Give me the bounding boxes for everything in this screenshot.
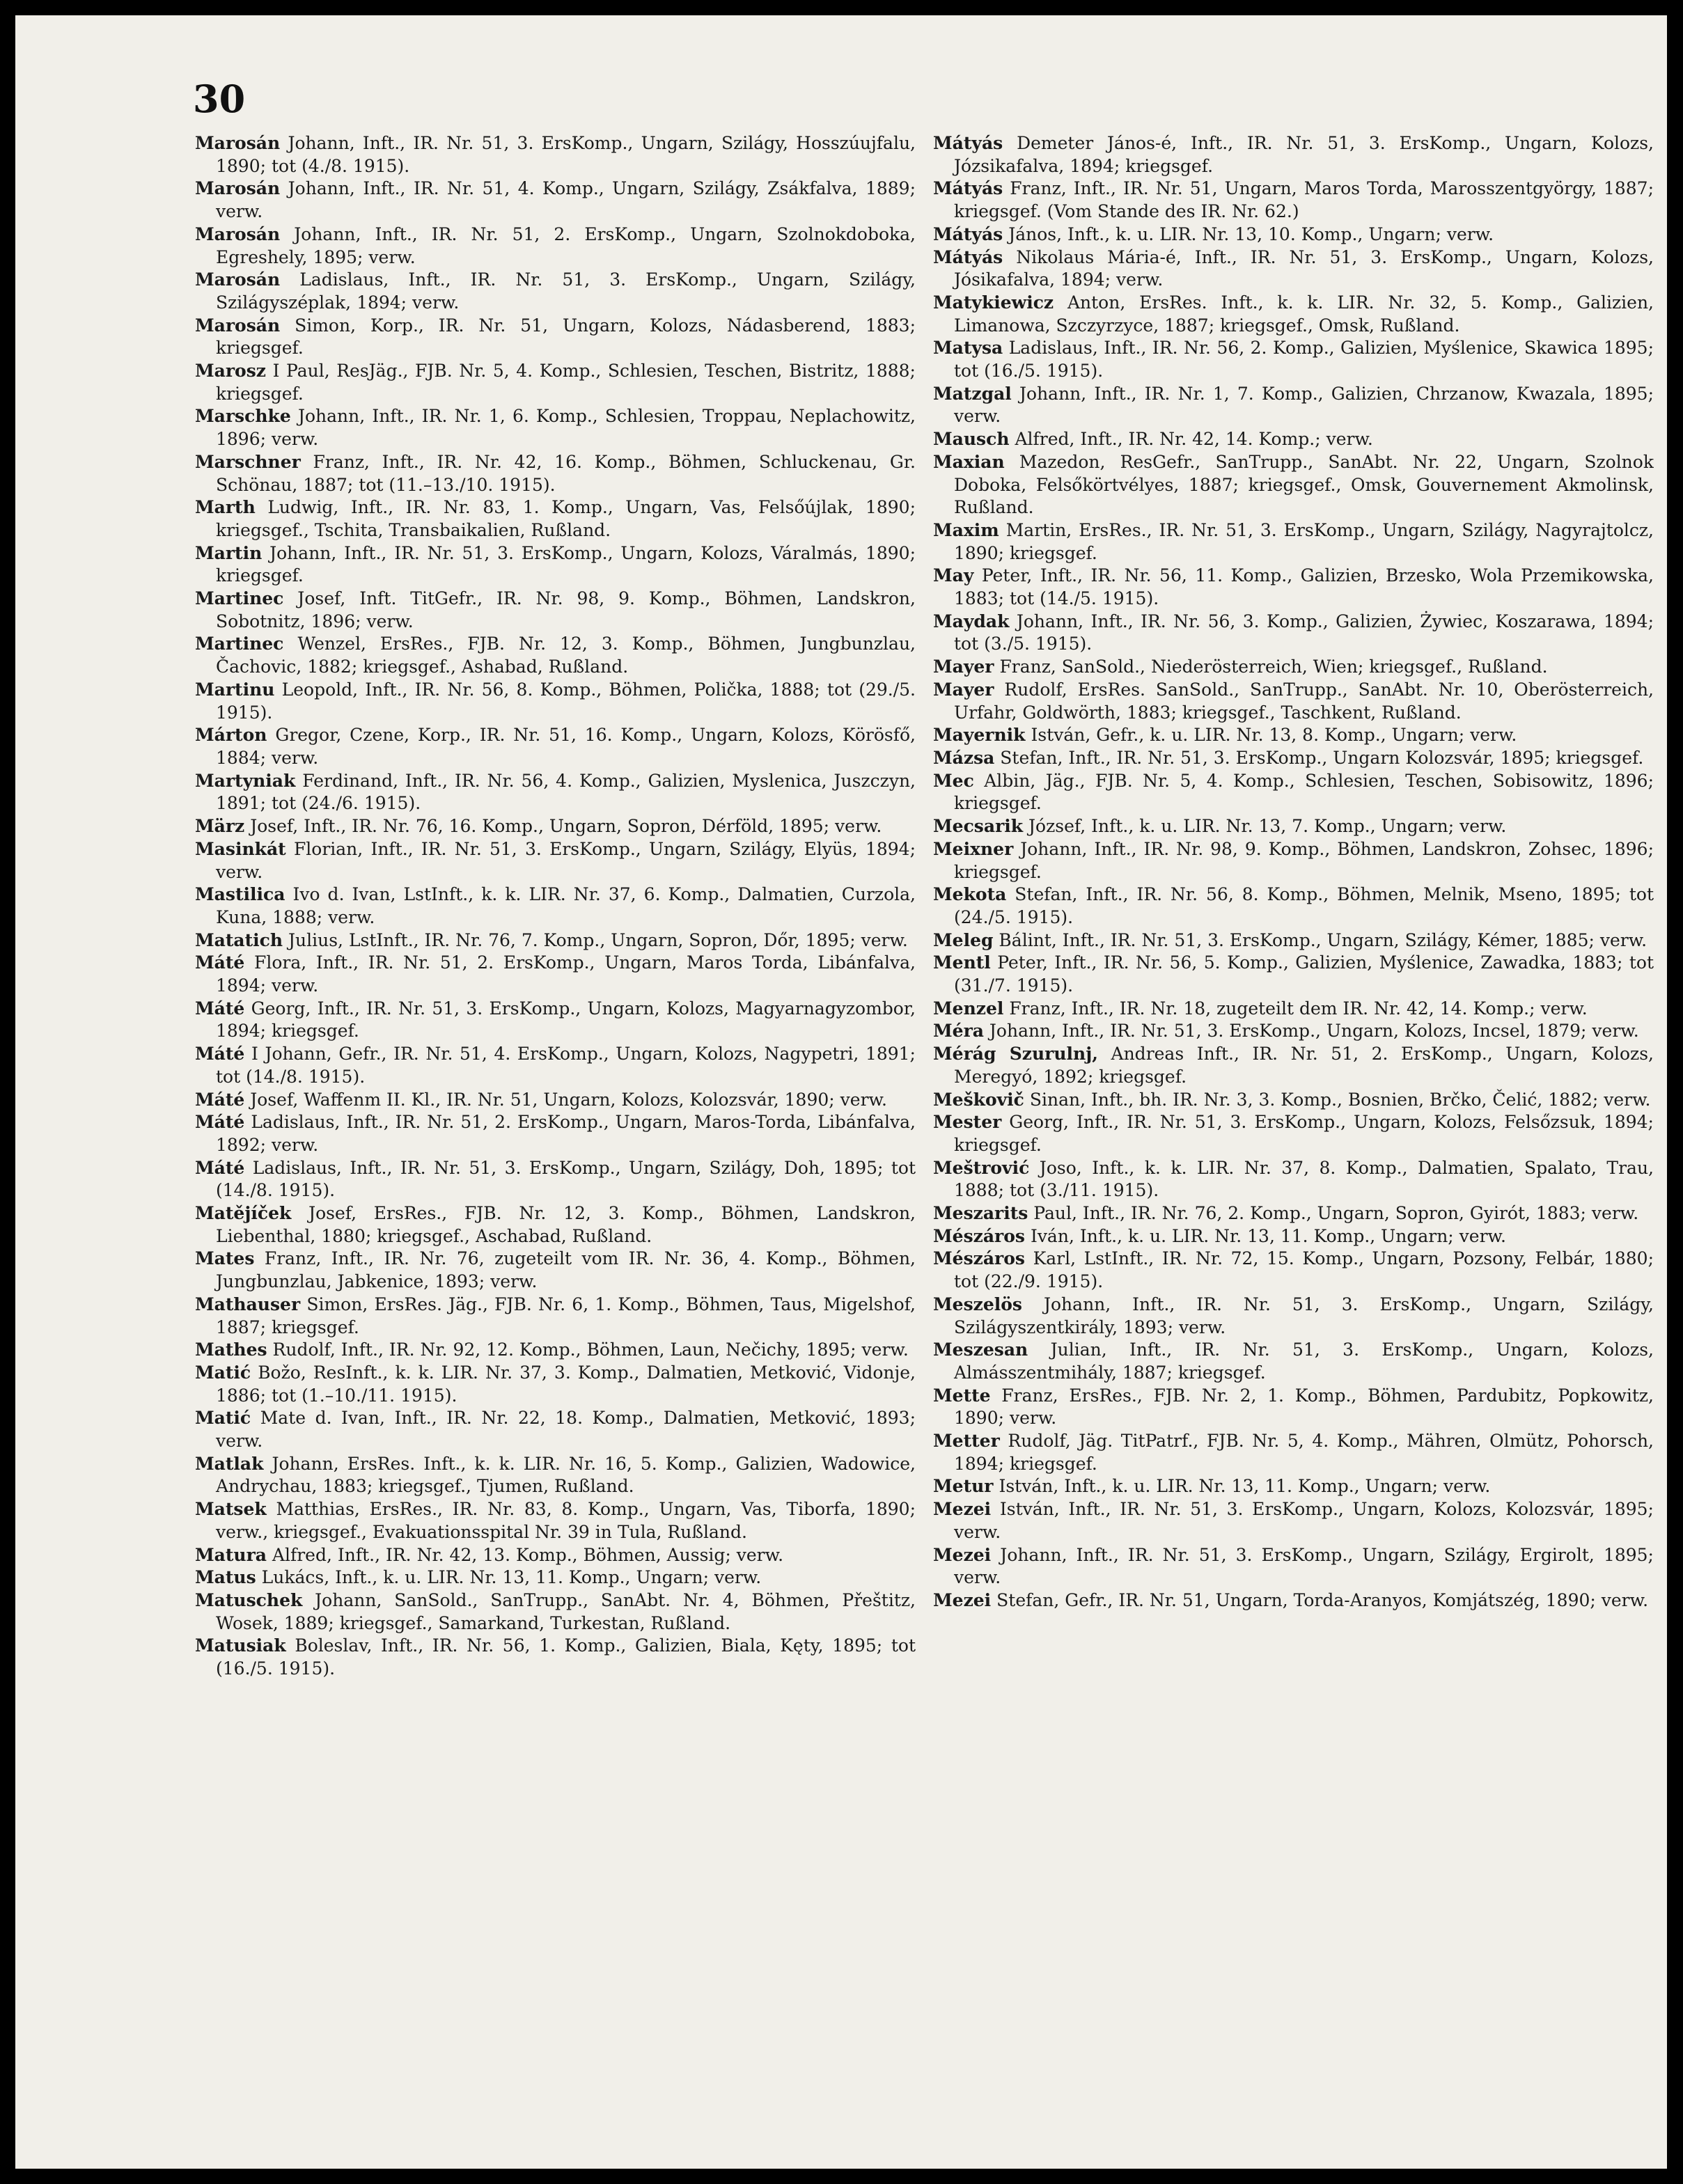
entry-surname: Maxian [933,451,1005,472]
entry-surname: Matura [195,1544,267,1565]
entry-details: I Johann, Gefr., IR. Nr. 51, 4. ErsKomp., Ungarn, Kolozs, Nagypetri, 1891; tot (14./8. 1915). [216,1044,916,1087]
entry-surname: Mátyás [933,246,1003,267]
entry-surname: Mayer [933,657,994,677]
entry-details: Johann, Inft., IR. Nr. 51, 3. ErsKomp., Ungarn, Szilágy, Ergirolt, 1895; verw. [954,1544,1654,1588]
entry-details: Mate d. Ivan, Inft., IR. Nr. 22, 18. Komp., Dalmatien, Metković, 1893; verw. [216,1408,916,1452]
entry-details: Andreas Inft., IR. Nr. 51, 2. ErsKomp., Ungarn, Kolozs, Meregyó, 1892; kriegsgef. [954,1044,1654,1087]
entry-surname: Metter [933,1431,1000,1452]
register-entry [195,315,916,360]
register-entry [933,883,1654,929]
entry-surname: Matus [195,1567,256,1588]
entry-surname: Matzgal [933,383,1012,404]
register-entry [933,223,1654,246]
register-entry [195,1407,916,1452]
entry-details: Bálint, Inft., IR. Nr. 51, 3. ErsKomp., Ungarn, Szilágy, Kémer, 1885; verw. [999,929,1647,950]
entry-surname: Martinec [195,588,284,609]
entry-details: Johann, SanSold., SanTrupp., SanAbt. Nr. 4, Böhmen, Přeštitz, Wosek, 1889; kriegsgef., Samarkand, Turkestan, Rußland. [216,1590,916,1633]
entry-surname: Mátyás [933,178,1003,199]
register-entry [933,383,1654,428]
register-entry [195,132,916,178]
register-entry [933,428,1654,451]
entry-details: Nikolaus Mária-é, Inft., IR. Nr. 51, 3. ErsKomp., Ungarn, Kolozs, Jósikafalva, 1894; verw. [954,246,1654,290]
entry-surname: Máté [195,1044,245,1064]
entry-details: Wenzel, ErsRes., FJB. Nr. 12, 3. Komp., Böhmen, Jungbunzlau, Čachovic, 1882; kriegsgef., Ashabad, Rußland. [216,634,916,677]
entry-surname: Meleg [933,929,994,950]
entry-details: Alfred, Inft., IR. Nr. 42, 14. Komp.; verw. [1015,429,1373,450]
register-entry [933,656,1654,679]
entry-surname: Mathes [195,1340,267,1360]
entry-details: Ladislaus, Inft., IR. Nr. 51, 3. ErsKomp., Ungarn, Szilágy, Doh, 1895; tot (14./8. 1915). [216,1157,916,1201]
entry-details: Ladislaus, Inft., IR. Nr. 51, 2. ErsKomp., Ungarn, Maros-Torda, Libánfalva, 1892; verw. [216,1112,916,1155]
register-entry [933,952,1654,997]
register-entry [933,1475,1654,1498]
register-entry [933,1339,1654,1384]
entry-details: Joso, Inft., k. k. LIR. Nr. 37, 8. Komp., Dalmatien, Spalato, Trau, 1888; tot (3./11. 1915). [954,1157,1654,1201]
entry-surname: Mentl [933,952,991,973]
entry-details: Stefan, Inft., IR. Nr. 56, 8. Komp., Böhmen, Melnik, Mseno, 1895; tot (24./5. 1915). [954,884,1654,927]
entry-surname: Mátyás [933,133,1003,153]
entry-surname: Matějíček [195,1203,292,1224]
register-entry [933,998,1654,1021]
register-entry [195,1157,916,1202]
entry-surname: Matić [195,1362,251,1383]
register-entry [195,1589,916,1635]
entry-surname: Mathauser [195,1294,301,1314]
register-entry [195,679,916,724]
register-entry [195,1566,916,1589]
entry-details: Julius, LstInft., IR. Nr. 76, 7. Komp., Ungarn, Sopron, Dőr, 1895; verw. [288,929,908,950]
register-entry [933,1498,1654,1543]
entry-surname: Mates [195,1248,255,1269]
entry-details: Albin, Jäg., FJB. Nr. 5, 4. Komp., Schlesien, Teschen, Sobisowitz, 1896; kriegsgef. [954,770,1654,814]
entry-surname: Méra [933,1021,984,1042]
entry-details: Anton, ErsRes. Inft., k. k. LIR. Nr. 32, 5. Komp., Galizien, Limanowa, Szczyrzyce, 1887; kriegsgef., Omsk, Rußland. [954,292,1654,336]
entry-surname: Marosán [195,178,281,199]
entry-details: Georg, Inft., IR. Nr. 51, 3. ErsKomp., Ungarn, Kolozs, Magyarnagyzombor, 1894; kriegsgef. [216,998,916,1042]
register-entry [933,1385,1654,1430]
register-entry [933,132,1654,178]
register-entry [195,1339,916,1362]
entry-surname: Mészáros [933,1248,1025,1269]
entry-surname: Matsek [195,1499,267,1520]
entry-surname: Mezei [933,1590,992,1610]
entry-surname: Mecsarik [933,816,1024,837]
entry-surname: Matysa [933,338,1003,359]
register-entry [195,1635,916,1680]
entry-surname: Máté [195,998,245,1019]
register-entry [195,998,916,1043]
register-entry [933,679,1654,724]
entry-details: Johann, Inft., IR. Nr. 51, 3. ErsKomp., Ungarn, Kolozs, Incsel, 1879; verw. [989,1021,1639,1042]
entry-surname: Mayer [933,679,994,700]
entry-details: Mazedon, ResGefr., SanTrupp., SanAbt. Nr. 22, Ungarn, Szolnok Doboka, Felsőkörtvélyes, 1887; kriegsgef., Omsk, Gouvernement Akmolinsk, Rußland. [954,451,1654,518]
entry-surname: Mausch [933,429,1010,450]
register-entry [933,1544,1654,1589]
entry-details: Franz, SanSold., Niederösterreich, Wien; kriegsgef., Rußland. [999,657,1548,677]
entry-details: István, Inft., IR. Nr. 51, 3. ErsKomp., Ungarn, Kolozs, Kolozsvár, 1895; verw. [954,1499,1654,1542]
entry-surname: Meškovič [933,1089,1024,1110]
entry-details: Ladislaus, Inft., IR. Nr. 51, 3. ErsKomp., Ungarn, Szilágy, Szilágyszéplak, 1894; verw. [216,269,916,313]
entry-surname: May [933,565,974,586]
entry-details: Franz, Inft., IR. Nr. 18, zugeteilt dem IR. Nr. 42, 14. Komp.; verw. [1009,998,1588,1019]
register-entry [933,929,1654,952]
entry-details: Johann, Inft., IR. Nr. 1, 6. Komp., Schlesien, Troppau, Neplachowitz, 1896; verw. [216,406,916,450]
entry-surname: Mekota [933,884,1007,905]
register-entry [933,451,1654,519]
entry-surname: Marosz [195,361,266,382]
entry-surname: Martinec [195,634,284,654]
entry-surname: Matuschek [195,1590,303,1610]
entry-surname: Meszesan [933,1340,1028,1360]
register-entry [195,542,916,588]
register-entry [933,1430,1654,1475]
entry-surname: Marschke [195,406,291,427]
register-entry [195,360,916,405]
register-entry [195,883,916,929]
entry-surname: Máté [195,952,245,973]
entry-details: Johann, Inft., IR. Nr. 1, 7. Komp., Galizien, Chrzanow, Kwazala, 1895; verw. [954,383,1654,427]
entry-details: István, Gefr., k. u. LIR. Nr. 13, 8. Komp., Ungarn; verw. [1031,725,1517,746]
entry-surname: Matatich [195,929,283,950]
entry-details: Josef, Waffenm II. Kl., IR. Nr. 51, Ungarn, Kolozs, Kolozsvár, 1890; verw. [250,1089,887,1110]
entry-details: Josef, Inft., IR. Nr. 76, 16. Komp., Ungarn, Sopron, Dérföld, 1895; verw. [250,816,882,837]
register-entry [195,1294,916,1339]
register-entry [195,496,916,542]
entry-surname: Meszarits [933,1203,1028,1224]
register-entry [195,1248,916,1293]
register-entry [195,451,916,496]
entry-details: Ladislaus, Inft., IR. Nr. 56, 2. Komp., Galizien, Myślenice, Skawica 1895; tot (16./5. 1915). [954,338,1654,382]
register-entry [933,611,1654,656]
register-entry [195,952,916,997]
register-entry [933,1020,1654,1043]
register-entry [195,223,916,269]
register-entry [933,1043,1654,1088]
entry-details: Paul, Inft., IR. Nr. 76, 2. Komp., Ungarn, Sopron, Gyirót, 1883; verw. [1033,1203,1639,1224]
entry-details: Johann, Inft., IR. Nr. 51, 3. ErsKomp., Ungarn, Kolozs, Váralmás, 1890; kriegsgef. [216,542,916,586]
register-entry [195,178,916,223]
entry-details: Karl, LstInft., IR. Nr. 72, 15. Komp., Ungarn, Pozsony, Felbár, 1880; tot (22./9. 1915). [954,1248,1654,1292]
entry-details: Franz, Inft., IR. Nr. 51, Ungarn, Maros Torda, Marosszentgyörgy, 1887; kriegsgef. (Vom Stande des IR. Nr. 62.) [954,178,1654,222]
register-entry [933,337,1654,382]
entry-details: János, Inft., k. u. LIR. Nr. 13, 10. Komp., Ungarn; verw. [1008,223,1494,244]
entry-surname: Mázsa [933,747,995,768]
entry-surname: Marschner [195,451,301,472]
entry-surname: Máté [195,1157,245,1178]
entry-details: Boleslav, Inft., IR. Nr. 56, 1. Komp., Galizien, Biala, Kęty, 1895; tot (16./5. 1915). [216,1635,916,1679]
left-column [195,132,916,1681]
entry-details: Johann, Inft., IR. Nr. 51, 3. ErsKomp., Ungarn, Szilágy, Szilágyszentkirály, 1893; verw. [954,1294,1654,1337]
entry-details: Lukács, Inft., k. u. LIR. Nr. 13, 11. Komp., Ungarn; verw. [261,1567,762,1588]
register-entry [933,747,1654,770]
entry-details: Johann, Inft., IR. Nr. 51, 2. ErsKomp., Ungarn, Szolnokdoboka, Egreshely, 1895; verw. [216,223,916,267]
entry-surname: Martyniak [195,770,296,791]
register-entry [933,1294,1654,1339]
entry-details: Ivo d. Ivan, LstInft., k. k. LIR. Nr. 37, 6. Komp., Dalmatien, Curzola, Kuna, 1888; verw. [216,884,916,927]
register-entry [195,724,916,769]
register-entry [933,724,1654,747]
entry-surname: Mayernik [933,725,1026,746]
entry-surname: März [195,816,245,837]
register-entry [933,246,1654,292]
entry-surname: Mette [933,1385,991,1406]
register-entry [195,1544,916,1567]
register-entry [195,588,916,633]
entry-surname: Márton [195,725,267,746]
entry-surname: Martinu [195,679,275,700]
entry-details: Matthias, ErsRes., IR. Nr. 83, 8. Komp., Ungarn, Vas, Tiborfa, 1890; verw., kriegsgef., Evakuationsspital Nr. 39 in Tula, Rußland. [216,1499,916,1542]
entry-surname: Martin [195,542,263,563]
entry-surname: Matić [195,1408,251,1429]
register-entry [933,1589,1654,1612]
register-entry [933,565,1654,610]
entry-details: Leopold, Inft., IR. Nr. 56, 8. Komp., Böhmen, Polička, 1888; tot (29./5. 1915). [216,679,916,723]
entry-surname: Matykiewicz [933,292,1054,313]
entry-surname: Maxim [933,519,999,540]
register-entry [195,405,916,450]
register-entry [933,1248,1654,1293]
register-entry [195,1453,916,1498]
entry-surname: Masinkát [195,838,286,859]
entry-details: István, Inft., k. u. LIR. Nr. 13, 11. Komp., Ungarn; verw. [999,1476,1491,1497]
register-entry [933,1111,1654,1156]
entry-details: Johann, ErsRes. Inft., k. k. LIR. Nr. 16, 5. Komp., Galizien, Wadowice, Andrychau, 1883; kriegsgef., Tjumen, Rußland. [216,1453,916,1497]
entry-surname: Mester [933,1112,1002,1133]
register-entry [195,1498,916,1543]
entry-surname: Matlak [195,1453,264,1474]
entry-details: Stefan, Inft., IR. Nr. 51, 3. ErsKomp., Ungarn Kolozsvár, 1895; kriegsgef. [1000,747,1644,768]
entry-surname: Meštrović [933,1157,1030,1178]
entry-details: Peter, Inft., IR. Nr. 56, 11. Komp., Galizien, Brzesko, Wola Przemikowska, 1883; tot (14./5. 1915). [954,565,1654,609]
entry-surname: Marosán [195,315,281,336]
entry-details: Ferdinand, Inft., IR. Nr. 56, 4. Komp., Galizien, Myslenica, Juszczyn, 1891; tot (24./6. 1915). [216,770,916,814]
entry-details: Ludwig, Inft., IR. Nr. 83, 1. Komp., Ungarn, Vas, Felsőújlak, 1890; kriegsgef., Tschita, Transbaikalien, Rußland. [216,497,916,540]
entry-details: Iván, Inft., k. u. LIR. Nr. 13, 11. Komp., Ungarn; verw. [1030,1225,1506,1246]
register-entry [933,519,1654,565]
register-entry [933,815,1654,838]
entry-surname: Meszelös [933,1294,1023,1314]
register-entry [933,770,1654,815]
entry-surname: Maydak [933,611,1010,631]
register-entry [195,929,916,952]
entry-surname: Matusiak [195,1635,286,1656]
entry-surname: Menzel [933,998,1004,1019]
entry-details: Johann, Inft., IR. Nr. 51, 3. ErsKomp., Ungarn, Szilágy, Hosszúujfalu, 1890; tot (4./8. 1915). [216,133,916,176]
register-entry [195,770,916,815]
document-page [15,15,1667,2169]
register-entry [933,1157,1654,1202]
entry-details: József, Inft., k. u. LIR. Nr. 13, 7. Komp., Ungarn; verw. [1028,816,1507,837]
entry-surname: Mátyás [933,223,1003,244]
entry-details: Josef, ErsRes., FJB. Nr. 12, 3. Komp., Böhmen, Landskron, Liebenthal, 1880; kriegsgef., Aschabad, Rußland. [216,1203,916,1246]
entry-details: Demeter János-é, Inft., IR. Nr. 51, 3. ErsKomp., Ungarn, Kolozs, Józsikafalva, 1894; kriegsgef. [954,133,1654,176]
page-number: 30 [193,77,246,121]
entry-details: Johann, Inft., IR. Nr. 56, 3. Komp., Galizien, Żywiec, Koszarawa, 1894; tot (3./5. 1915). [954,611,1654,654]
entry-surname: Mezei [933,1544,992,1565]
entry-surname: Marth [195,497,256,518]
entry-details: Rudolf, Inft., IR. Nr. 92, 12. Komp., Böhmen, Laun, Nečichy, 1895; verw. [272,1340,909,1360]
entry-surname: Mészáros [933,1225,1025,1246]
entry-details: Simon, ErsRes. Jäg., FJB. Nr. 6, 1. Komp., Böhmen, Taus, Migelshof, 1887; kriegsgef. [216,1294,916,1337]
entry-details: Franz, Inft., IR. Nr. 42, 16. Komp., Böhmen, Schluckenau, Gr. Schönau, 1887; tot (11.–13./10. 1915). [216,451,916,495]
entry-details: Stefan, Gefr., IR. Nr. 51, Ungarn, Torda-Aranyos, Komjátszég, 1890; verw. [996,1590,1649,1610]
entry-details: Franz, Inft., IR. Nr. 76, zugeteilt vom IR. Nr. 36, 4. Komp., Böhmen, Jungbunzlau, Jabkenice, 1893; verw. [216,1248,916,1292]
entry-surname: Marosán [195,133,281,153]
entry-details: Josef, Inft. TitGefr., IR. Nr. 98, 9. Komp., Böhmen, Landskron, Sobotnitz, 1896; verw. [216,588,916,631]
entry-surname: Marosán [195,269,281,290]
entry-surname: Mec [933,770,974,791]
entry-surname: Meixner [933,838,1014,859]
register-entry [933,1202,1654,1225]
entry-details: Rudolf, ErsRes. SanSold., SanTrupp., SanAbt. Nr. 10, Oberösterreich, Urfahr, Goldwörth, 1883; kriegsgef., Taschkent, Rußland. [954,679,1654,723]
entry-details: Rudolf, Jäg. TitPatrf., FJB. Nr. 5, 4. Komp., Mähren, Olmütz, Pohorsch, 1894; kriegsgef. [954,1431,1654,1474]
entry-details: Flora, Inft., IR. Nr. 51, 2. ErsKomp., Ungarn, Maros Torda, Libánfalva, 1894; verw. [216,952,916,996]
entry-details: Johann, Inft., IR. Nr. 98, 9. Komp., Böhmen, Landskron, Zohsec, 1896; kriegsgef. [954,838,1654,882]
entry-surname: Mezei [933,1499,992,1520]
register-entry [933,178,1654,223]
entry-surname: Mérág Szurulnj, [933,1044,1098,1064]
register-entry [195,1043,916,1088]
register-entry [195,633,916,678]
entry-details: Florian, Inft., IR. Nr. 51, 3. ErsKomp., Ungarn, Szilágy, Elyüs, 1894; verw. [216,838,916,882]
right-column [933,132,1654,1612]
entry-surname: Máté [195,1089,245,1110]
entry-details: Sinan, Inft., bh. IR. Nr. 3, 3. Komp., Bosnien, Brčko, Čelić, 1882; verw. [1029,1089,1651,1110]
register-entry [933,1225,1654,1248]
register-entry [933,838,1654,883]
entry-details: Peter, Inft., IR. Nr. 56, 5. Komp., Galizien, Myślenice, Zawadka, 1883; tot (31./7. 1915). [954,952,1654,996]
register-entry [195,1202,916,1248]
entry-details: Božo, ResInft., k. k. LIR. Nr. 37, 3. Komp., Dalmatien, Metković, Vidonje, 1886; tot (1.–10./11. 1915). [216,1362,916,1406]
entry-surname: Marosán [195,223,281,244]
entry-details: Johann, Inft., IR. Nr. 51, 4. Komp., Ungarn, Szilágy, Zsákfalva, 1889; verw. [216,178,916,222]
entry-surname: Metur [933,1476,994,1497]
entry-details: Simon, Korp., IR. Nr. 51, Ungarn, Kolozs, Nádasberend, 1883; kriegsgef. [216,315,916,359]
entry-details: Alfred, Inft., IR. Nr. 42, 13. Komp., Böhmen, Aussig; verw. [272,1544,784,1565]
register-entry [195,1362,916,1407]
register-entry [195,269,916,314]
entry-details: Gregor, Czene, Korp., IR. Nr. 51, 16. Komp., Ungarn, Kolozs, Körösfő, 1884; verw. [216,725,916,768]
register-entry [195,838,916,883]
register-entry [933,292,1654,337]
entry-details: I Paul, ResJäg., FJB. Nr. 5, 4. Komp., Schlesien, Teschen, Bistritz, 1888; kriegsgef. [216,361,916,404]
entry-details: Martin, ErsRes., IR. Nr. 51, 3. ErsKomp., Ungarn, Szilágy, Nagyrajtolcz, 1890; kriegsgef. [954,519,1654,563]
register-entry [195,1111,916,1156]
register-entry [195,1089,916,1112]
entry-details: Georg, Inft., IR. Nr. 51, 3. ErsKomp., Ungarn, Kolozs, Felsőzsuk, 1894; kriegsgef. [954,1112,1654,1155]
entry-surname: Mastilica [195,884,285,905]
entry-surname: Máté [195,1112,245,1133]
entry-details: Franz, ErsRes., FJB. Nr. 2, 1. Komp., Böhmen, Pardubitz, Popkowitz, 1890; verw. [954,1385,1654,1429]
register-entry [195,815,916,838]
entry-details: Julian, Inft., IR. Nr. 51, 3. ErsKomp., Ungarn, Kolozs, Almásszentmihály, 1887; kriegsgef. [954,1340,1654,1383]
register-entry [933,1089,1654,1112]
